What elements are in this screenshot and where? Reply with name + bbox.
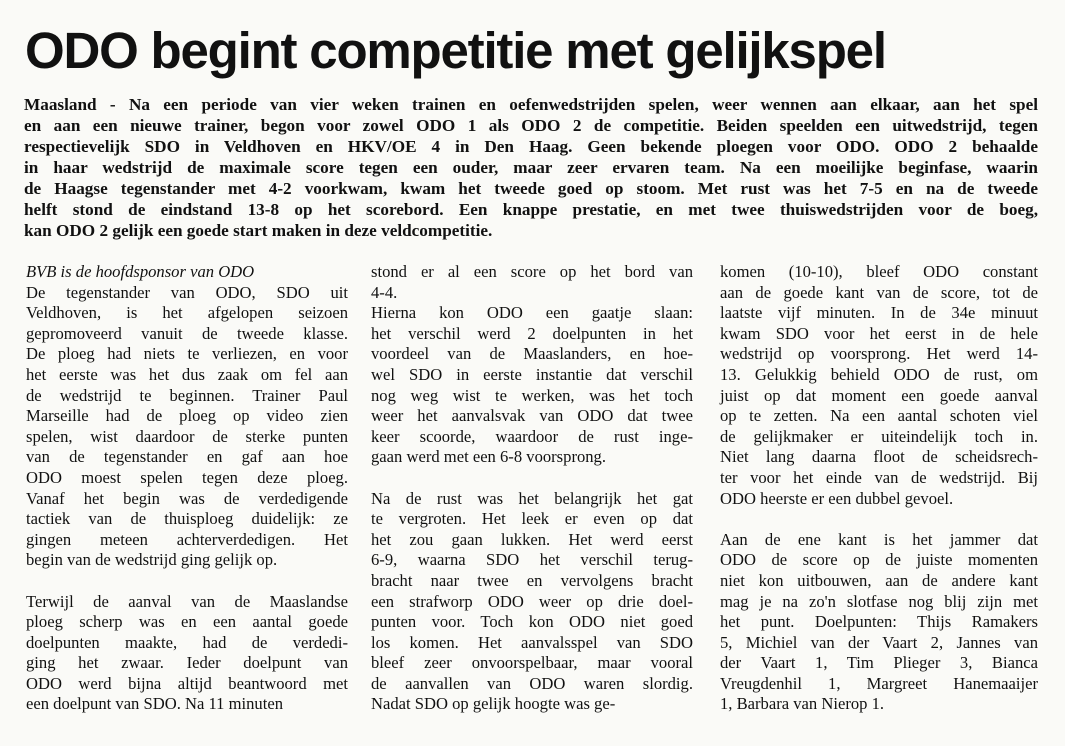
column-3-line: Aan de ene kant is het jammer dat (720, 529, 1038, 549)
column-2-line: Na de rust was het belangrijk het gat (371, 488, 693, 508)
column-1-line: Terwijl de aanval van de Maaslandse (26, 591, 348, 611)
column-1-line: van de tegenstander en gaf aan hoe (26, 447, 348, 467)
column-3-line: 13. Gelukkig behield ODO de rust, om (720, 364, 1038, 384)
column-2-line: het verschil werd 2 doelpunten in het (371, 323, 693, 343)
column-3-line: niet kon uitbouwen, aan de andere kant (720, 570, 1038, 590)
column-1-line: ploeg scherp was en een aantal goede (26, 612, 348, 632)
column-1-line: Vanaf het begin was de verdedigende (26, 488, 348, 508)
column-2-line: nog weg wist te werken, was het toch (371, 385, 693, 405)
column-3-line: op te zetten. Na een aantal schoten viel (720, 406, 1038, 426)
column-3-line: het punt. Doelpunten: Thijs Ramakers (720, 612, 1038, 632)
column-3-line: ODO heerste er een dubbel gevoel. (720, 488, 954, 508)
paragraph-gap (26, 571, 348, 592)
column-2 (371, 262, 693, 715)
column-3-line: aan de goede kant van de score, tot de (720, 282, 1038, 302)
column-1-line: spelen, wist daardoor de sterke punten (26, 426, 348, 446)
column-3-line: wedstrijd op voorsprong. Het werd 14- (720, 344, 1038, 364)
column-2-line: weer het aanvalsvak van ODO dat twee (371, 406, 693, 426)
column-1-line: Veldhoven, is het afgelopen seizoen (26, 303, 348, 323)
column-2-line: Hierna kon ODO een gaatje slaan: (371, 303, 693, 323)
column-2-line: bracht naar twee en vervolgens bracht (371, 570, 693, 590)
column-2-line: voordeel van de Maaslanders, en hoe- (371, 344, 693, 364)
column-1 (26, 262, 348, 715)
column-2-line: los komen. Het aanvalsspel van SDO (371, 632, 693, 652)
lead-line: respectievelijk SDO in Veldhoven en HKV/OE 4 in Den Haag. Geen bekende ploegen voor ODO. ODO 2 behaalde (24, 137, 1038, 156)
column-2-line: stond er al een score op het bord van (371, 262, 693, 281)
lead-line: in haar wedstrijd de maximale score tegen een ouder, maar zeer ervaren team. Na een moeilijke beginfase, waarin (24, 158, 1038, 177)
column-1-line: ODO werd bijna altijd beantwoord met (26, 673, 348, 693)
column-2-line: 4-4. (371, 282, 398, 302)
headline: ODO begint competitie met gelijkspel (25, 22, 886, 79)
column-3 (720, 262, 1038, 715)
column-2-line: wel SDO in eerste instantie dat verschil (371, 364, 693, 384)
lead-line: helft stond de eindstand 13-8 op het scorebord. Een knappe prestatie, en met twee thuiswedstrijden voor de boeg, (24, 200, 1038, 219)
column-3-line: kwam SDO voor het eerst in de hele (720, 323, 1038, 343)
column-1-line: de wedstrijd te beginnen. Trainer Paul (26, 385, 348, 405)
column-1-line: een doelpunt van SDO. Na 11 minuten (26, 694, 284, 714)
column-1-line: BVB is de hoofdsponsor van ODO (26, 262, 255, 281)
column-2-line: bleef zeer onvoorspelbaar, maar vooral (371, 653, 693, 673)
column-1-line: ging het zwaar. Ieder doelpunt van (26, 653, 348, 673)
column-1-line: tactiek van de thuisploeg duidelijk: ze (26, 509, 348, 529)
column-1-line: gepromoveerd vanuit de tweede klasse. (26, 323, 348, 343)
column-2-line: punten voor. Toch kon ODO niet goed (371, 612, 693, 632)
column-1-line: De ploeg had niets te verliezen, en voor (26, 344, 348, 364)
lead-line: de Haagse tegenstander met 4-2 voorkwam, kwam het tweede goed op stoom. Met rust was het 7-5 en na de tweede (24, 179, 1038, 198)
column-2-line: een strafworp ODO weer op drie doel- (371, 591, 693, 611)
column-2-line: gaan werd met een 6-8 voorsprong. (371, 447, 607, 467)
paragraph-gap (720, 509, 1038, 530)
lead-line: en aan een nieuwe trainer, begon voor zowel ODO 1 als ODO 2 de competitie. Beiden speelden een uitwedstrijd, tegen (24, 116, 1038, 135)
column-1-line: begin van de wedstrijd ging gelijk op. (26, 550, 278, 570)
column-3-line: Niet lang daarna floot de scheidsrech- (720, 447, 1038, 467)
lead-paragraph (24, 94, 1038, 241)
column-1-line: het eerste was het dus zaak om fel aan (26, 364, 348, 384)
column-3-line: der Vaart 1, Tim Plieger 3, Bianca (720, 653, 1038, 673)
column-3-line: ODO de score op de juiste momenten (720, 550, 1038, 570)
column-2-line: de aanvallen van ODO waren slordig. (371, 673, 693, 693)
column-3-line: de gelijkmaker er uiteindelijk toch in. (720, 426, 1038, 446)
column-2-line: keer scoorde, waardoor de rust inge- (371, 426, 693, 446)
column-3-line: juist op dat moment een goede aanval (720, 385, 1038, 405)
column-3-line: 5, Michiel van der Vaart 2, Jannes van (720, 632, 1038, 652)
column-3-line: Vreugdenhil 1, Margreet Hanemaaijer (720, 673, 1038, 693)
column-3-line: 1, Barbara van Nierop 1. (720, 694, 885, 714)
column-3-line: laatste vijf minuten. In de 34e minuut (720, 303, 1038, 323)
column-3-line: ter voor het einde van de wedstrijd. Bij (720, 467, 1038, 487)
column-2-line: Nadat SDO op gelijk hoogte was ge- (371, 694, 616, 714)
column-2-line: 6-9, waarna SDO het verschil terug- (371, 550, 693, 570)
lead-line: kan ODO 2 gelijk een goede start maken in deze veldcompetitie. (24, 221, 493, 240)
lead-line: Maasland - Na een periode van vier weken trainen en oefenwedstrijden spelen, weer wennen aan elkaar, aan het spel (24, 95, 1038, 114)
column-1-line: De tegenstander van ODO, SDO uit (26, 282, 348, 302)
paragraph-gap (371, 468, 693, 489)
column-2-line: te vergroten. Het leek er even op dat (371, 509, 693, 529)
column-1-line: ODO moest spelen tegen deze ploeg. (26, 467, 348, 487)
column-1-line: doelpunten maakte, had de verdedi- (26, 632, 348, 652)
column-2-line: het zou gaan lukken. Het werd eerst (371, 529, 693, 549)
column-1-line: gingen meteen achterverdedigen. Het (26, 529, 348, 549)
column-1-line: Marseille had de ploeg op video zien (26, 406, 348, 426)
column-3-line: komen (10-10), bleef ODO constant (720, 262, 1038, 281)
column-3-line: mag je na zo'n slotfase nog blij zijn met (720, 591, 1038, 611)
